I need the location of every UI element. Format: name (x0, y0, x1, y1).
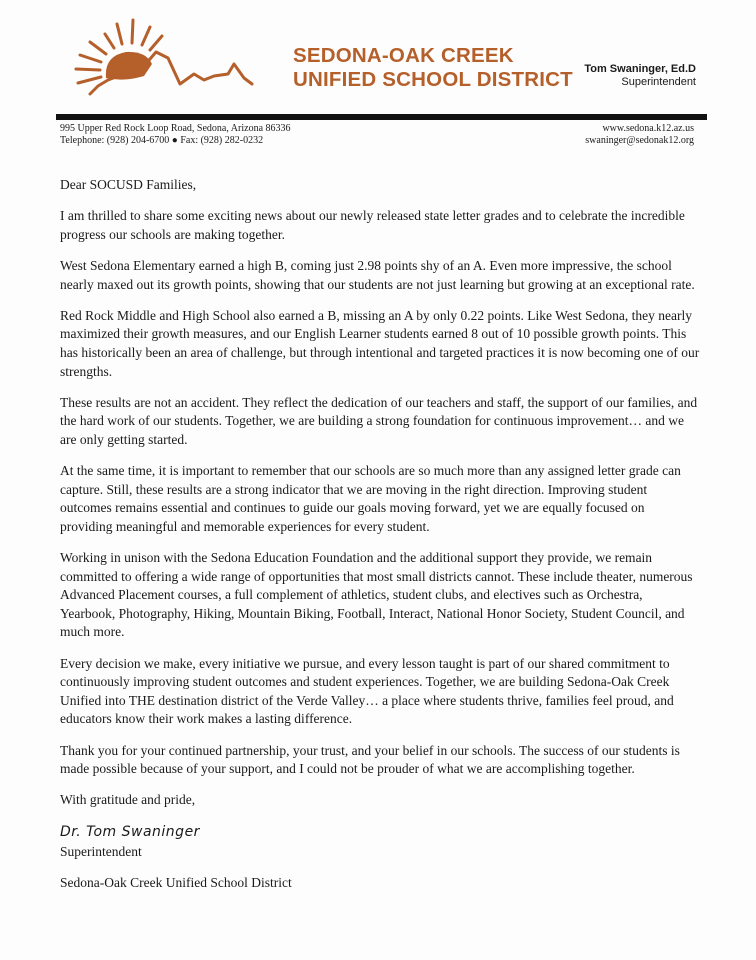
letter-body (60, 176, 700, 906)
sun-mountain-logo-icon (64, 14, 274, 100)
salutation: Dear SOCUSD Families, (60, 177, 197, 192)
paragraph: Red Rock Middle and High School also earned a B, missing an A by only 0.22 points. Like West Sedona, they nearly maximized their growth measures, and our English Learner students earned 8 out of 10 possible growth points. This has historically been an area of challenge, but through intentional and targeted practices it is now becoming one of our strengths. (60, 307, 700, 379)
contact-block (585, 123, 694, 147)
email-link[interactable]: swaninger@sedonak12.org (585, 135, 694, 146)
superintendent-title: Superintendent (621, 76, 696, 88)
letterhead-divider (56, 114, 707, 120)
street-address: 995 Upper Red Rock Loop Road, Sedona, Arizona 86336 (60, 123, 291, 134)
signer-org: Sedona-Oak Creek Unified School District (60, 875, 292, 891)
phone-fax: Telephone: (928) 204-6700 ● Fax: (928) 282-0232 (60, 135, 264, 146)
paragraph: Every decision we make, every initiative we pursue, and every lesson taught is part of our shared commitment to continuously improving student outcomes and student experiences. Together, we are building Sedona-Oak Creek Unified into THE destination district of the Verde Valley… a place where students thrive, families feel proud, and educators know their work makes a lasting difference. (60, 655, 674, 727)
district-name (293, 44, 573, 92)
paragraph: I am thrilled to share some exciting news about our newly released state letter grades and to celebrate the incredible progress our schools are making together. (60, 208, 685, 242)
superintendent-block (584, 63, 696, 89)
superintendent-name: Tom Swaninger, Ed.D (584, 63, 696, 75)
district-name-line1: SEDONA-OAK CREEK (293, 44, 514, 67)
closing: With gratitude and pride, (60, 792, 196, 808)
address-block (60, 123, 291, 147)
paragraph: Thank you for your continued partnership, your trust, and your belief in our schools. The success of our students is made possible because of your support, and I could not be prouder of what we are accomplishing together. (60, 742, 680, 777)
website-link[interactable]: www.sedona.k12.az.us (602, 123, 694, 134)
district-name-line2: UNIFIED SCHOOL DISTRICT (293, 68, 573, 91)
signer-title: Superintendent (60, 844, 142, 860)
paragraph: These results are not an accident. They reflect the dedication of our teachers and staff, the support of our families, and the hard work of our students. Together, we are building a strong foundation for continuous improvement… and we are only getting started. (60, 394, 698, 447)
paragraph: West Sedona Elementary earned a high B, coming just 2.98 points shy of an A. Even more impressive, the school nearly maxed out its growth points, showing that our students are not just learning but growing at an exceptional rate. (60, 257, 695, 292)
paragraph: Working in unison with the Sedona Education Foundation and the additional support they provide, we remain committed to offering a wide range of opportunities that most small districts cannot. These include theater, numerous Advanced Placement courses, a full complement of athletics, student clubs, and electives such as Orchestra, Yearbook, Photography, Hiking, Mountain Biking, Football, Interact, National Honor Society, Student Council, and much more. (60, 550, 693, 640)
paragraph: At the same time, it is important to remember that our schools are so much more than any assigned letter grade can capture. Still, these results are a strong indicator that we are moving in the right direction. Improving student outcomes remains essential and continues to guide our goals moving forward, yet we are equally focused on providing meaningful and memorable experiences for every student. (60, 463, 681, 534)
signature: Dr. Tom Swaninger (60, 823, 200, 840)
